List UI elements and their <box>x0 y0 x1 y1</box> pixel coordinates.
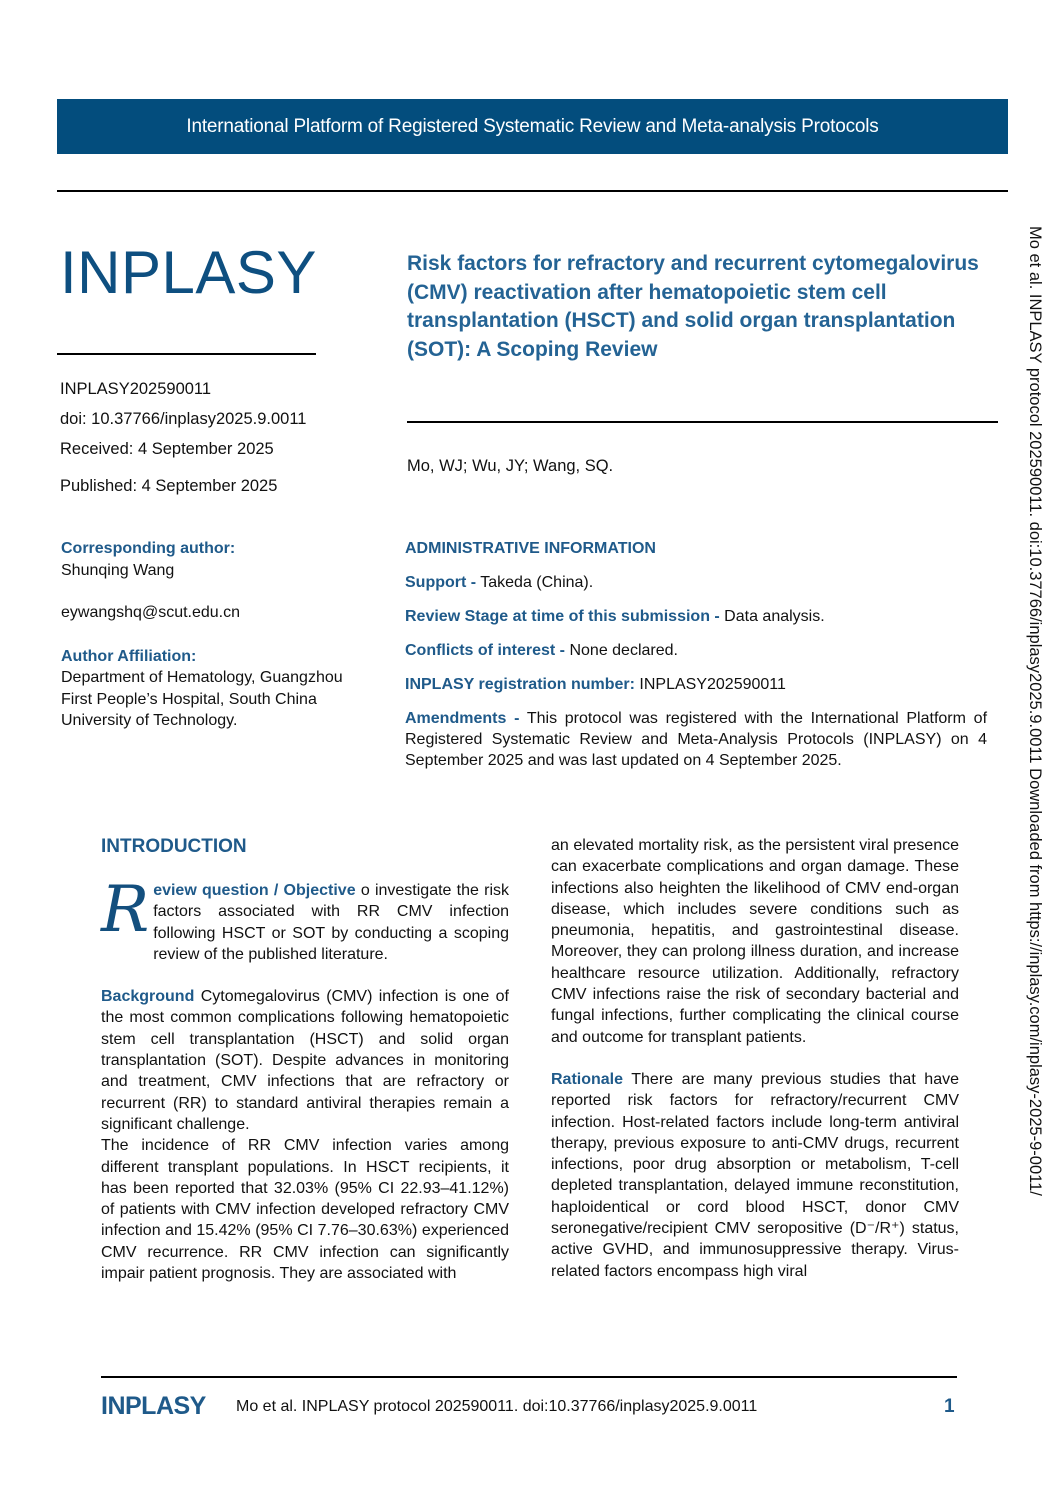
doi-link[interactable]: doi: 10.37766/inplasy2025.9.0011 <box>60 410 307 428</box>
objective-paragraph <box>101 873 510 965</box>
rationale-paragraph <box>551 1069 959 1282</box>
review-stage-row <box>405 606 987 627</box>
side-watermark-text: Mo et al. INPLASY protocol 202590011. doi:10.37766/inplasy2025.9.0011 Downloaded from https://inplasy.com/inplasy-2025-9-0011/ <box>1026 226 1044 1196</box>
footer-divider <box>101 1376 957 1378</box>
intro-right-column <box>551 835 959 1282</box>
support-row <box>405 572 987 593</box>
dropcap-letter: R <box>101 873 150 947</box>
affiliation-label: Author Affiliation: <box>61 647 197 665</box>
conflicts-value: None declared. <box>565 642 678 659</box>
review-stage-value: Data analysis. <box>719 608 825 625</box>
conflicts-label: Conflicts of interest - <box>405 642 566 659</box>
registration-id: INPLASY202590011 <box>60 380 212 398</box>
corresponding-author-label: Corresponding author: <box>61 540 236 557</box>
intro-left-column <box>101 873 510 1284</box>
amendments-row <box>405 708 987 771</box>
objective-text: o investigate the risk factors associated with RR CMV infection following HSCT or SOT by conducting a scoping review of the published literature. <box>153 882 510 963</box>
platform-banner: International Platform of Registered Systematic Review and Meta-analysis Protocols <box>57 99 1008 154</box>
rationale-text: There are many previous studies that have reported risk factors for refractory/recurrent CMV infection. Host-related factors include long-term antiviral therapy, previous exposure to anti-CMV drugs, recurrent infections, poor drug absorption or metabolism, T-cell depleted transplantation, delayed immune reconstitution, haploidentical or cord blood HSCT, donor CMV seronegative/recipient CMV seropositive (D⁻/R⁺) status, active GVHD, and immunosuppressive therapy. Virus-related factors encompass high viral <box>551 1070 959 1280</box>
amendments-value: This protocol was registered with the International Platform of Registered Systematic Review and Meta-Analysis Protocols (INPLASY) on 4 September 2025 and was last updated on 4 September 2025. <box>405 710 988 769</box>
published-date: Published: 4 September 2025 <box>60 477 278 495</box>
footer-citation: Mo et al. INPLASY protocol 202590011. doi:10.37766/inplasy2025.9.0011 <box>236 1398 758 1415</box>
page-number: 1 <box>944 1396 955 1417</box>
amendments-label: Amendments - <box>405 710 520 727</box>
received-date: Received: 4 September 2025 <box>60 440 274 458</box>
conflicts-row <box>405 640 987 661</box>
corresponding-author-name: Shunqing Wang <box>61 561 175 579</box>
registration-number-value: INPLASY202590011 <box>634 676 786 693</box>
objective-label: eview question / Objective <box>153 882 356 899</box>
administrative-info <box>405 538 987 771</box>
footer-logo: INPLASY <box>101 1392 206 1420</box>
introduction-heading: INTRODUCTION <box>101 836 247 857</box>
background-text: Cytomegalovirus (CMV) infection is one of the most common complications following hematopoietic stem cell transplantation (HSCT) and solid organ transplantation (SOT). Despite advances in monitoring and treatment, CMV infections that are refractory or recurrent (RR) to standard antiviral therapies remain a significant challenge. <box>101 988 509 1133</box>
paper-title: Risk factors for refractory and recurrent cytomegalovirus (CMV) reactivation after hematopoietic stem cell transplantation (HSCT) and solid organ transplantation (SOT): A Scoping Review <box>407 252 979 361</box>
author-list: Mo, WJ; Wu, JY; Wang, SQ. <box>407 457 614 475</box>
side-watermark <box>1022 226 1046 1286</box>
support-label: Support - <box>405 574 477 591</box>
logo-divider <box>57 353 316 355</box>
email-link[interactable]: eywangshq@scut.edu.cn <box>61 604 241 621</box>
affiliation-text: Department of Hematology, Guangzhou First People’s Hospital, South China University of Technology. <box>61 669 343 729</box>
title-divider <box>407 421 998 423</box>
incidence-paragraph: The incidence of RR CMV infection varies among different transplant populations. In HSCT recipients, it has been reported that 32.03% (95% CI 22.93–41.12%) of patients with CMV infection developed refractory CMV infection and 15.42% (95% CI 7.76–30.63%) experienced CMV recurrence. RR CMV infection can significantly impair patient prognosis. They are associated with <box>101 1137 509 1283</box>
registration-number-row <box>405 674 987 695</box>
background-label: Background <box>101 988 195 1006</box>
admin-heading: ADMINISTRATIVE INFORMATION <box>405 540 656 557</box>
registration-number-label: INPLASY registration number: <box>405 676 635 693</box>
background-paragraph <box>101 986 509 1135</box>
rationale-label: Rationale <box>551 1070 624 1088</box>
review-stage-label: Review Stage at time of this submission - <box>405 608 720 625</box>
header-divider <box>57 190 1008 192</box>
support-value: Takeda (China). <box>476 574 594 591</box>
continued-paragraph: an elevated mortality risk, as the persistent viral presence can exacerbate complications and organ damage. These infections also heighten the likelihood of CMV end-organ disease, which includes severe conditions such as pneumonia, hepatitis, and gastrointestinal disease. Moreover, they can prolong illness duration, and increase healthcare resource utilization. Additionally, refractory CMV infections raise the risk of secondary bacterial and fungal infections, further complicating the clinical course and outcome for transplant patients. <box>551 837 959 1046</box>
corresponding-author-block <box>61 538 361 732</box>
inplasy-logo: INPLASY <box>60 239 317 306</box>
